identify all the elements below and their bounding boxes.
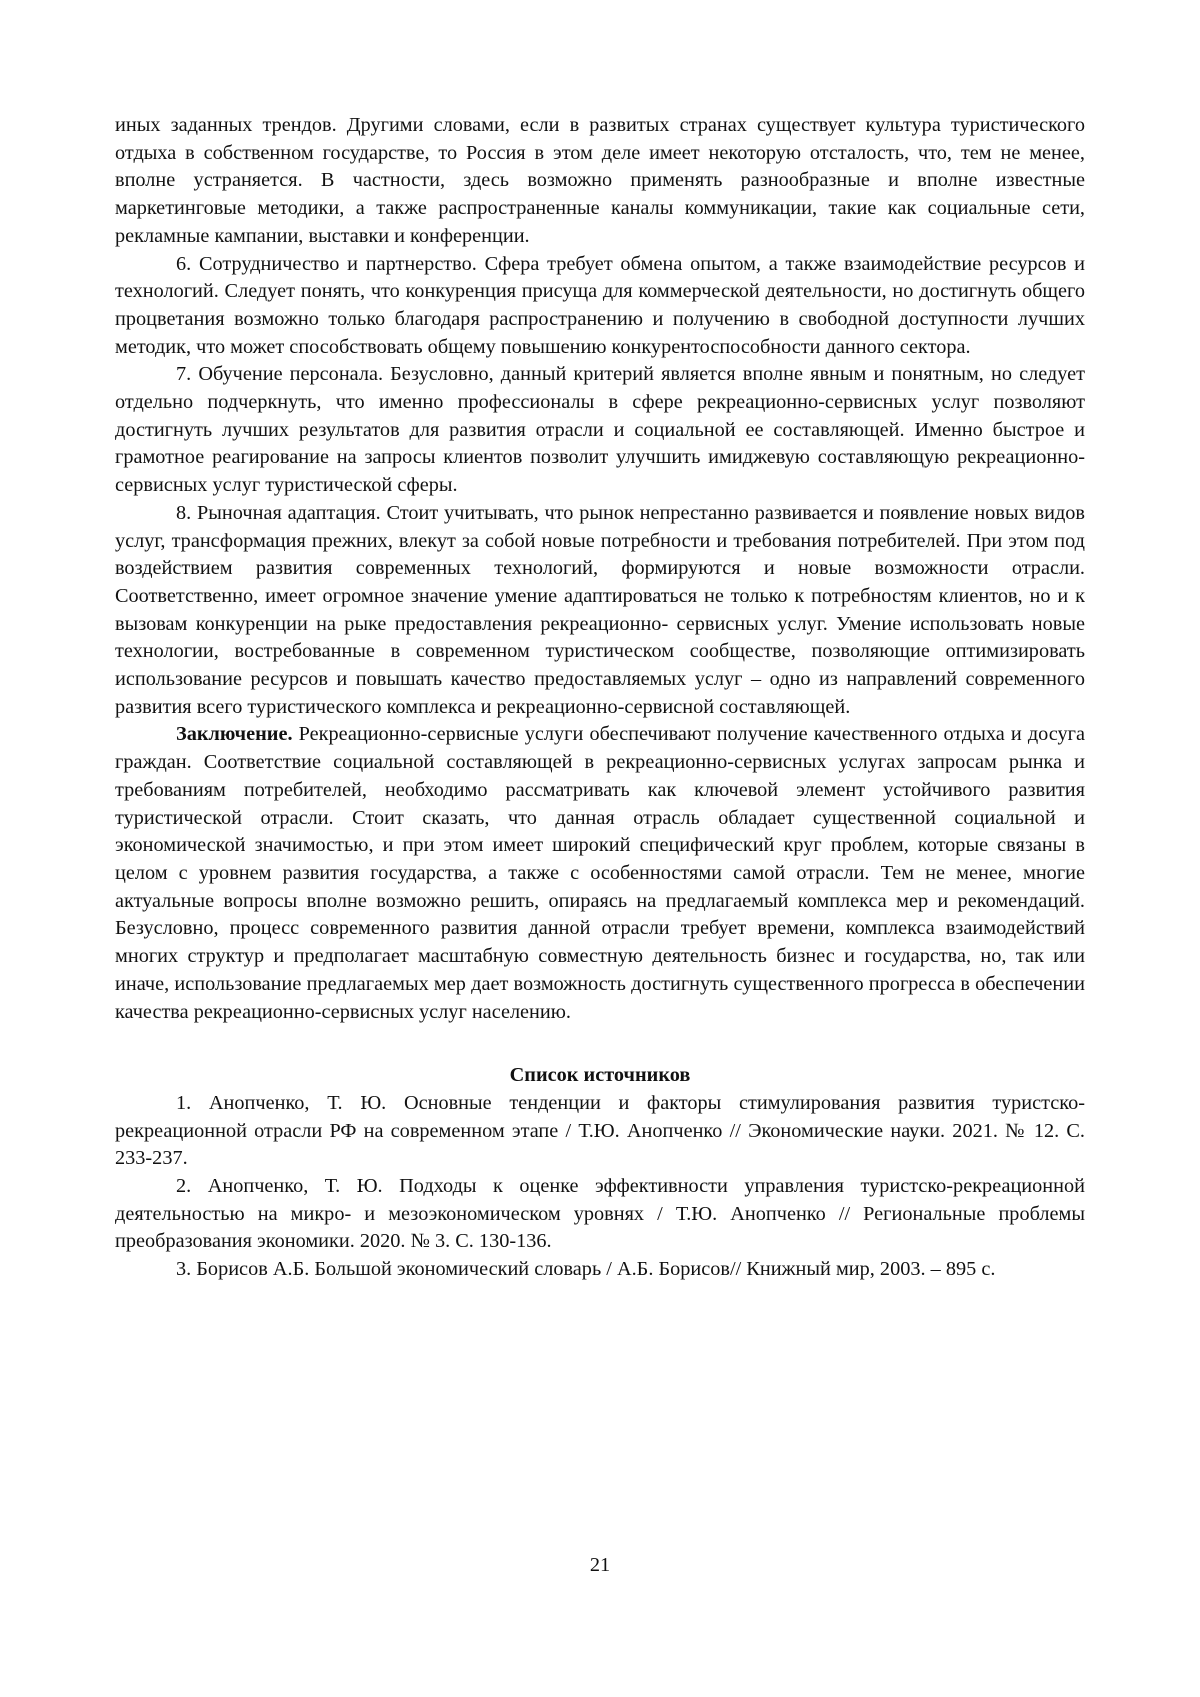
reference-item: 3. Борисов А.Б. Большой экономический словарь / А.Б. Борисов// Книжный мир, 2003. – 895 с. bbox=[115, 1256, 1085, 1284]
reference-item: 1. Анопченко, Т. Ю. Основные тенденции и факторы стимулирования развития туристско-рекреационной отрасли РФ на современном этапе / Т.Ю. Анопченко // Экономические науки. 2021. № 12. С. 233-237. bbox=[115, 1090, 1085, 1173]
paragraph-item-8: 8. Рыночная адаптация. Стоит учитывать, что рынок непрестанно развивается и появление новых видов услуг, трансформация прежних, влекут за собой новые потребности и требования потребителей. При этом под воздействием развития современных технологий, формируются и новые возможности отрасли. Соответственно, имеет огромное значение умение адаптироваться не только к потребностям клиентов, но и к вызовам конкуренции на рыке предоставления рекреационно- сервисных услуг. Умение использовать новые технологии, востребованные в современном туристическом сообществе, позволяющие оптимизировать использование ресурсов и повышать качество предоставляемых услуг – одно из направлений современного развития всего туристического комплекса и рекреационно-сервисной составляющей. bbox=[115, 500, 1085, 722]
conclusion-label: Заключение. bbox=[176, 723, 293, 745]
reference-item: 2. Анопченко, Т. Ю. Подходы к оценке эффективности управления туристско-рекреационной деятельностью на микро- и мезоэкономическом уровнях / Т.Ю. Анопченко // Региональные проблемы преобразования экономики. 2020. № 3. С. 130-136. bbox=[115, 1173, 1085, 1256]
paragraph-conclusion bbox=[115, 721, 1085, 1026]
page-content bbox=[115, 112, 1085, 1284]
references-heading: Список источников bbox=[115, 1062, 1085, 1090]
page-number: 21 bbox=[0, 1552, 1200, 1580]
document-page bbox=[0, 0, 1200, 1697]
conclusion-text: Рекреационно-сервисные услуги обеспечивают получение качественного отдыха и досуга граждан. Соответствие социальной составляющей в рекреационно-сервисных услугах запросам рынка и требованиям потребителей, необходимо рассматривать как ключевой элемент устойчивого развития туристической отрасли. Стоит сказать, что данная отрасль обладает существенной социальной и экономической значимостью, и при этом имеет широкий специфический круг проблем, которые связаны в целом с уровнем развития государства, а также с особенностями самой отрасли. Тем не менее, многие актуальные вопросы вполне возможно решить, опираясь на предлагаемый комплекса мер и рекомендаций. Безусловно, процесс современного развития данной отрасли требует времени, комплекса взаимодействий многих структур и предполагает масштабную совместную деятельность бизнес и государства, но, так или иначе, использование предлагаемых мер дает возможность достигнуть существенного прогресса в обеспечении качества рекреационно-сервисных услуг населению. bbox=[115, 723, 1085, 1022]
paragraph-continuation: иных заданных трендов. Другими словами, если в развитых странах существует культура туристического отдыха в собственном государстве, то Россия в этом деле имеет некоторую отсталость, что, тем не менее, вполне устраняется. В частности, здесь возможно применять разнообразные и вполне известные маркетинговые методики, а также распространенные каналы коммуникации, такие как социальные сети, рекламные кампании, выставки и конференции. bbox=[115, 112, 1085, 251]
paragraph-item-7: 7. Обучение персонала. Безусловно, данный критерий является вполне явным и понятным, но следует отдельно подчеркнуть, что именно профессионалы в сфере рекреационно-сервисных услуг позволяют достигнуть лучших результатов для развития отрасли и социальной ее составляющей. Именно быстрое и грамотное реагирование на запросы клиентов позволит улучшить имиджевую составляющую рекреационно-сервисных услуг туристической сферы. bbox=[115, 361, 1085, 500]
paragraph-item-6: 6. Сотрудничество и партнерство. Сфера требует обмена опытом, а также взаимодействие ресурсов и технологий. Следует понять, что конкуренция присуща для коммерческой деятельности, но достигнуть общего процветания возможно только благодаря распространению и получению в свободной доступности лучших методик, что может способствовать общему повышению конкурентоспособности данного сектора. bbox=[115, 251, 1085, 362]
